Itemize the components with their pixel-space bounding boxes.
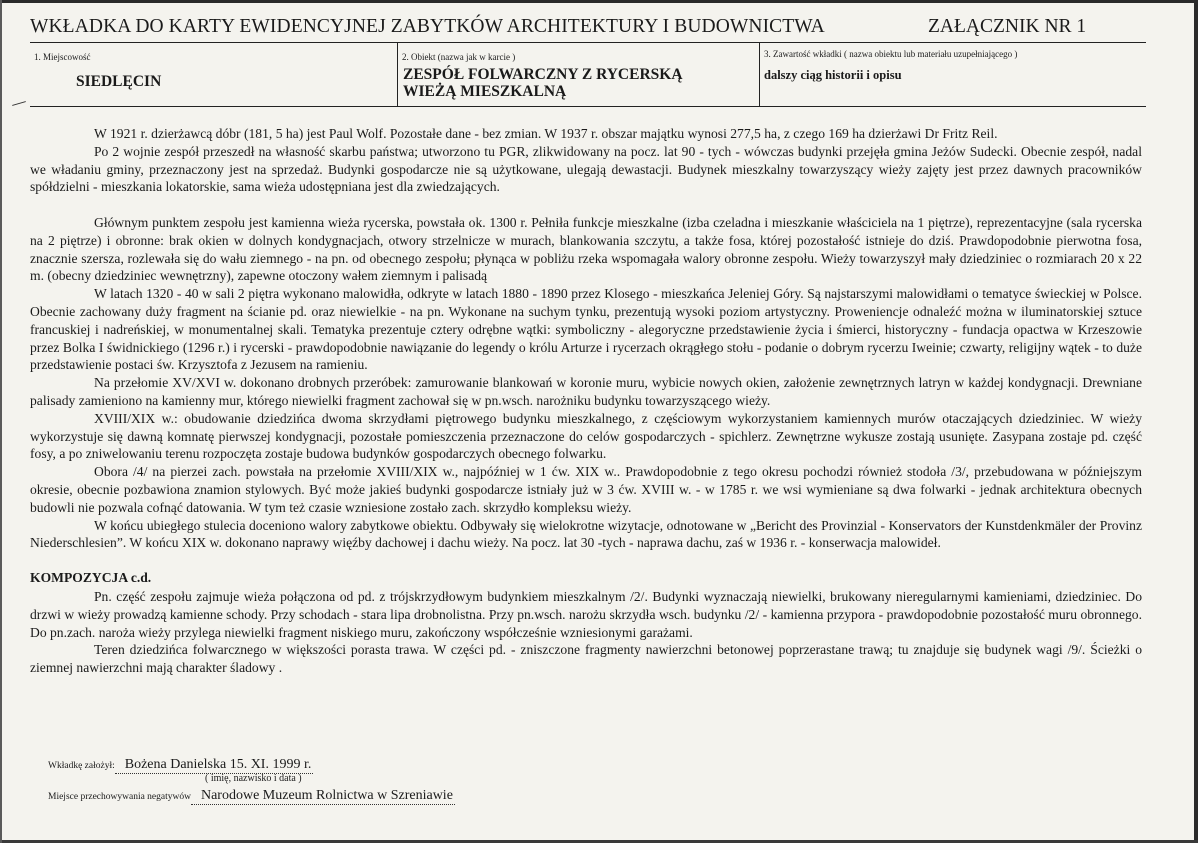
contents-label: 3. Zawartość wkładki ( nazwa obiektu lub materiału uzupełniającego ) xyxy=(764,49,1018,59)
paragraph: W końcu ubiegłego stulecia doceniono walory zabytkowe obiektu. Odbywały się wielokrotne wizytacje, odnotowane w „Bericht des Provinzial - Konservators der Kunstdenkmäler der Provinz Niederschlesien”. W końcu XIX w. dokonano naprawy więźby dachowej i dachu wieży. Na pocz. lat 30 -tych - naprawa dachu, zaś w 1936 r. - konserwacja malowideł. xyxy=(30,517,1142,551)
paragraph: Na przełomie XV/XVI w. dokonano drobnych przeróbek: zamurowanie blankowań w koronie muru, wybicie nowych okien, założenie zewnętrznych latryn w każdej kondygnacji. Drewniane palisady zamieniono na kamienny mur, którego niewielki fragment zachował się w pn.wsch. narożniku budynku towarzyszącego wieży. xyxy=(30,375,1142,408)
storage-value: Narodowe Muzeum Rolnictwa w Szreniawie xyxy=(191,788,455,805)
info-rule xyxy=(30,106,1146,107)
author-label: Wkładkę założył: xyxy=(48,761,115,771)
contents-value: dalszy ciąg historii i opisu xyxy=(764,68,902,82)
object-value-line2: WIEŻĄ MIESZKALNĄ xyxy=(403,83,567,100)
field-divider xyxy=(759,42,760,106)
paragraph: W latach 1320 - 40 w sali 2 piętra wykonano malowidła, odkryte w latach 1880 - 1890 przez Klosego - mieszkańca Jeleniej Góry. Są najstarszymi malowidłami o tematyce świeckiej w Polsce. Obecnie zachowany duży fragment na ścianie pd. oraz niewielkie - na pn. Wykonane na suchym tynku, prezentują wysoki poziom artystyczny. Proweniencje odnaleźć można w iluminatorskiej sztuce francuskiej i nadreńskiej, w monumentalnej skali. Tematyka prezentuje cztery odrębne wątki: symboliczny - alegoryczne przedstawienie życia i śmierci, historyczny - fundacja opactwa w Krzeszowie przez Bolka I świdnickiego (1296 r.) i rycerski - prawdopodobnie nawiązanie do legendy o królu Arturze i rycerzach okrągłego stołu - podanie o dobrym rycerzu Iweinie; czwarty, religijny wątek - to duże przedstawienie postaci św. Krzysztofa z Jezusem na ramieniu. xyxy=(30,286,1142,373)
field-divider xyxy=(397,42,398,106)
scan-edge-left xyxy=(0,0,2,843)
paragraph: Teren dziedzińca folwarcznego w większości porasta trawa. W części pd. - zniszczone fragmenty nawierzchni betonowej poprzerastane trawą; tu znajduje się budynek wagi /9/. Ścieżki o ziemnej nawierzchni mają charakter śladowy . xyxy=(30,642,1142,676)
locality-label: 1. Miejscowość xyxy=(34,52,91,62)
author-hint: ( imię, nazwisko i data ) xyxy=(205,773,302,784)
author-value: Bożena Danielska 15. XI. 1999 r. xyxy=(115,757,314,774)
storage-line xyxy=(48,788,455,805)
paragraph: Po 2 wojnie zespół przeszedł na własność skarbu państwa; utworzono tu PGR, zlikwidowany na pocz. lat 90 - tych - wówczas budynki przejęła gmina Jeżów Sudecki. Obecnie zespół, nadal we władaniu gminy, przeznaczony jest na sprzedaż. Budynki gospodarcze nie są użytkowane, ulegają dewastacji. Budynek mieszkalny towarzyszący wieży zajęty jest przez dawnych pracowników spółdzielni - mieszkania lokatorskie, sama wieża udostępniana jest dla zwiedzających. xyxy=(30,143,1142,195)
history-text xyxy=(30,125,1142,677)
header-rule xyxy=(30,42,1146,43)
paragraph: Obora /4/ na pierzei zach. powstała na przełomie XVIII/XIX w., najpóźniej w 1 ćw. XIX w.. Prawdopodobnie z tego okresu pochodzi również stodoła /3/, przebudowana w późniejszym okresie, obecnie pozbawiona znamion stylowych. Być może jakieś budynki gospodarcze istniały już w 3 ćw. XVIII w. - w 1785 r. we wsi wymieniane są dwa folwarki - jednak architektura obecnych budowli nie pozwala cofnąć datowania. W tym też czasie wzniesione zostało zach. skrzydło kompleksu wieży. xyxy=(30,464,1142,515)
locality-value: SIEDLĘCIN xyxy=(76,73,162,90)
author-line xyxy=(48,757,313,774)
object-label: 2. Obiekt (nazwa jak w karcie ) xyxy=(402,52,516,62)
object-value-line1: ZESPÓŁ FOLWARCZNY Z RYCERSKĄ xyxy=(403,66,683,83)
paragraph: XVIII/XIX w.: obudowanie dziedzińca dwoma skrzydłami piętrowego budynku mieszkalnego, z częściowym wykorzystaniem kamiennych murów otaczających dziedziniec. W wieży wykorzystuje się dawną komnatę pierwszej kondygnacji, pozostałe pomieszczenia przeznaczone do celów gospodarczych - spichlerz. Zewnętrzne wykusze zostają usunięte. Zasypana zostaje pd. część fosy, a po zniwelowaniu terenu rozpoczęta zostaje budowa budynków gospodarczych obecnego folwarku. xyxy=(30,410,1142,462)
margin-tick xyxy=(12,101,26,106)
form-title: WKŁADKA DO KARTY EWIDENCYJNEJ ZABYTKÓW ARCHITEKTURY I BUDOWNICTWA xyxy=(30,16,825,37)
composition-heading: KOMPOZYCJA c.d. xyxy=(30,570,152,586)
annex-number: ZAŁĄCZNIK NR 1 xyxy=(928,16,1087,37)
paragraph: W 1921 r. dzierżawcą dóbr (181, 5 ha) jest Paul Wolf. Pozostałe dane - bez zmian. W 1937 r. obszar majątku wynosi 277,5 ha, z czego 169 ha dzierżawi Dr Fritz Reil. xyxy=(94,126,998,141)
paragraph: Głównym punktem zespołu jest kamienna wieża rycerska, powstała ok. 1300 r. Pełniła funkcje mieszkalne (izba czeladna i mieszkanie właściciela na 1 piętrze), reprezentacyjne (sala rycerska na 2 piętrze) i obronne: brak okien w dolnych kondygnacjach, otwory strzelnicze w murach, blankowania szczytu, a także fosa, której pozostałość istnieje do dziś. Prawdopodobnie pierwotna fosa, znacznie szersza, rozlewała się do wału ziemnego - na pn. od obecnego zespołu; płynąca w pobliżu rzeka wspomagała walory obronne zespołu. Wieży towarzyszył mały dziedziniec o rozmiarach 20 x 22 m. (obecny dziedziniec wewnętrzny), zapewne otoczony wałem ziemnym i palisadą xyxy=(30,214,1142,284)
scan-edge-top xyxy=(0,0,1198,3)
scan-edge-right xyxy=(1194,0,1198,843)
paragraph: Pn. część zespołu zajmuje wieża połączona od pd. z trójskrzydłowym budynkiem mieszkalnym /2/. Budynki wyznaczają niewielki, brukowany nieregularnymi kamieniami, dziedziniec. Do drzwi w wieży prowadzą kamienne schody. Przy schodach - stara lipa drobnolistna. Przy pn.wsch. narożu skrzydła wsch. budynku /2/ - kamienna przypora - prawdopodobnie pozostałość muru obronnego. Do pn.zach. naroża wieży przylega niewielki fragment niskiego muru, zakończony współcześnie wzniesionymi garażami. xyxy=(30,588,1142,640)
storage-label: Miejsce przechowywania negatywów xyxy=(48,792,191,802)
